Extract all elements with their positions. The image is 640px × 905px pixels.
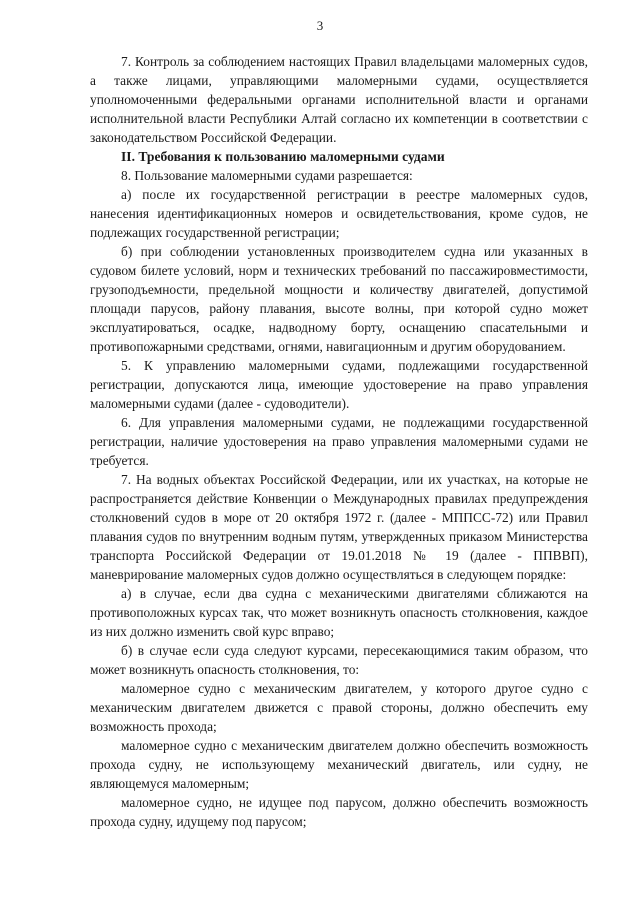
paragraph: 7. На водных объектах Российской Федерации, или их участках, на которые не распространяется действие Конвенции о Международных правилах предупреждения столкновений судов в море от 20 октября 1972 г. (далее - МППСС-72) или Правил плавания судов по внутренним водным путям, утвержденных приказом Министерства транспорта Российской Федерации от 19.01.2018 № 19 (далее - ППВВП), маневрирование маломерных судов должно осуществляться в следующем порядке: bbox=[90, 472, 588, 582]
paragraph: а) после их государственной регистрации в реестре маломерных судов, нанесения идентификационных номеров и освидетельствования, кроме судов, не подлежащих государственной регистрации; bbox=[90, 187, 588, 240]
paragraph: 8. Пользование маломерными судами разрешается: bbox=[121, 168, 413, 183]
paragraph: а) в случае, если два судна с механическими двигателями сближаются на противоположных курсах так, что может возникнуть опасность столкновения, каждое из них должно изменить свой курс вправо; bbox=[90, 586, 588, 639]
paragraph: 5. К управлению маломерными судами, подлежащими государственной регистрации, допускаются лица, имеющие удостоверение на право управления маломерными судами (далее - судоводители). bbox=[90, 358, 588, 411]
section-heading: II. Требования к пользованию маломерными судами bbox=[121, 149, 445, 164]
paragraph: б) в случае если суда следуют курсами, пересекающимися таким образом, что может возникнуть опасность столкновения, то: bbox=[90, 643, 588, 677]
paragraph: 6. Для управления маломерными судами, не подлежащими государственной регистрации, наличие удостоверения на право управления маломерными судами не требуется. bbox=[90, 415, 588, 468]
document-body bbox=[90, 52, 588, 831]
paragraph: маломерное судно, не идущее под парусом, должно обеспечить возможность прохода судну, идущему под парусом; bbox=[90, 795, 588, 829]
paragraph: маломерное судно с механическим двигателем, у которого другое судно с механическим двигателем движется с правой стороны, должно обеспечить ему возможность прохода; bbox=[90, 681, 588, 734]
paragraph: маломерное судно с механическим двигателем должно обеспечить возможность прохода судну, не использующему механический двигатель, или судну, не являющемуся маломерным; bbox=[90, 738, 588, 791]
page-number: 3 bbox=[316, 18, 324, 33]
paragraph-7-control: 7. Контроль за соблюдением настоящих Правил владельцами маломерных судов, а также лицами, управляющими маломерными судами, осуществляется уполномоченными федеральными органами исполнительной власти и органами исполнительной власти Республики Алтай согласно их компетенции в соответствии с законодательством Российской Федерации. bbox=[90, 54, 588, 145]
paragraph: б) при соблюдении установленных производителем судна или указанных в судовом билете условий, норм и технических требований по пассажировместимости, грузоподъемности, предельной мощности и количеству двигателей, допустимой площади парусов, району плавания, высоте волны, при которой судно может эксплуатироваться, осадке, надводному борту, оснащению спасательными и противопожарными средствами, огнями, навигационным и другим оборудованием. bbox=[90, 244, 588, 354]
